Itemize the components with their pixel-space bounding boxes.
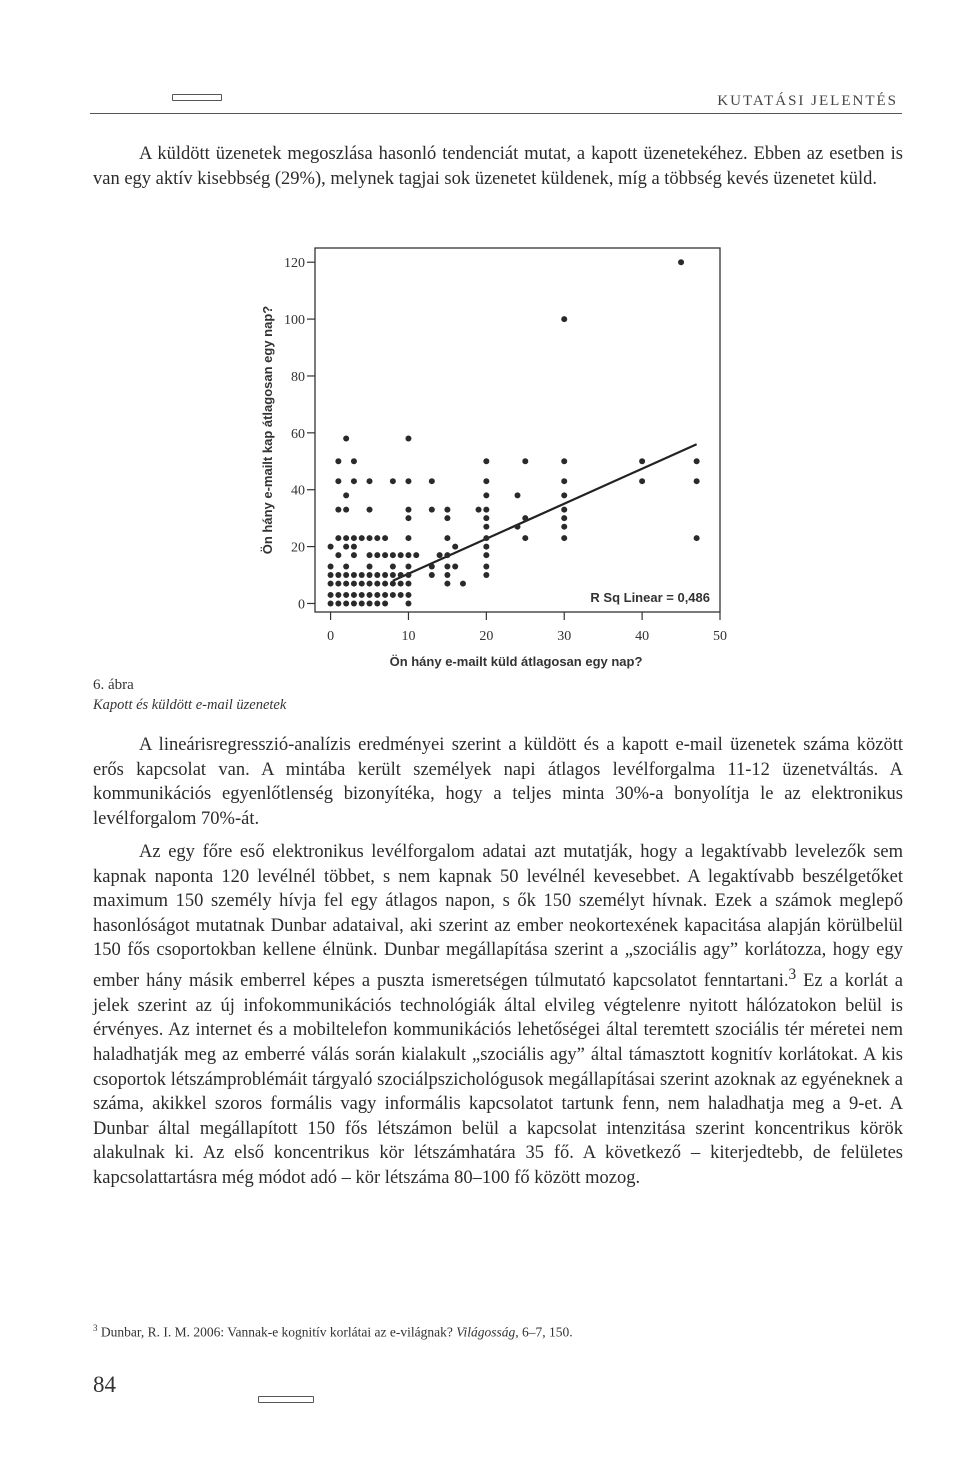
paragraph-intro: A küldött üzenetek megoszlása hasonló tendenciát mutat, a kapott üzenetekéhez. Ebben az esetben is van egy aktív kisebbség (29%), melynek tagjai sok üzenetet küldenek, míg a többség kevés üzenetet küld.	[93, 144, 903, 189]
data-point	[561, 492, 567, 498]
data-point	[367, 592, 373, 598]
data-point	[335, 478, 341, 484]
data-point	[405, 515, 411, 521]
data-point	[351, 535, 357, 541]
data-point	[483, 478, 489, 484]
footnote-mark: 3	[93, 1323, 98, 1333]
data-point	[444, 515, 450, 521]
data-point	[328, 564, 334, 570]
data-point	[460, 581, 466, 587]
y-tick-label: 20	[291, 540, 305, 556]
data-point	[367, 478, 373, 484]
data-point	[343, 507, 349, 513]
data-point	[359, 572, 365, 578]
r-squared-annotation: R Sq Linear = 0,486	[590, 590, 710, 605]
data-point	[351, 458, 357, 464]
data-point	[335, 552, 341, 558]
data-point	[444, 581, 450, 587]
data-point	[429, 564, 435, 570]
data-point	[328, 572, 334, 578]
data-point	[639, 478, 645, 484]
figure-number: 6. ábra	[93, 677, 134, 693]
data-point	[398, 572, 404, 578]
data-point	[359, 592, 365, 598]
data-point	[374, 581, 380, 587]
page-number: 84	[93, 1372, 116, 1397]
x-tick-label: 20	[479, 629, 494, 644]
data-point	[561, 524, 567, 530]
data-point	[561, 316, 567, 322]
data-point	[483, 458, 489, 464]
data-point	[694, 458, 700, 464]
scatter-chart	[0, 0, 960, 720]
data-point	[351, 572, 357, 578]
data-point	[351, 544, 357, 550]
data-point	[405, 507, 411, 513]
data-point	[367, 552, 373, 558]
data-point	[429, 507, 435, 513]
y-tick-label: 40	[291, 483, 305, 499]
data-point	[483, 552, 489, 558]
data-point	[367, 564, 373, 570]
data-point	[452, 564, 458, 570]
y-tick-label: 120	[284, 256, 305, 272]
data-point	[390, 592, 396, 598]
footer-ornament	[258, 1396, 314, 1403]
data-point	[483, 535, 489, 541]
data-point	[522, 458, 528, 464]
data-point	[483, 544, 489, 550]
data-point	[367, 600, 373, 606]
data-point	[515, 492, 521, 498]
data-point	[678, 259, 684, 265]
data-point	[429, 478, 435, 484]
data-point	[374, 592, 380, 598]
y-tick-label: 60	[291, 426, 305, 442]
y-tick-label: 100	[284, 313, 305, 329]
data-point	[328, 581, 334, 587]
x-tick-label: 30	[557, 629, 572, 644]
data-point	[390, 581, 396, 587]
data-point	[351, 592, 357, 598]
footnote-reference: 3	[788, 965, 797, 983]
x-tick-label: 10	[401, 629, 416, 644]
data-point	[367, 535, 373, 541]
data-point	[328, 592, 334, 598]
data-point	[429, 572, 435, 578]
data-point	[694, 478, 700, 484]
data-point	[405, 564, 411, 570]
data-point	[367, 581, 373, 587]
data-point	[694, 535, 700, 541]
data-point	[398, 552, 404, 558]
data-point	[382, 572, 388, 578]
data-point	[382, 552, 388, 558]
data-point	[335, 600, 341, 606]
data-point	[343, 436, 349, 442]
data-point	[476, 507, 482, 513]
data-point	[382, 592, 388, 598]
data-point	[367, 572, 373, 578]
data-point	[335, 535, 341, 541]
data-point	[359, 581, 365, 587]
footnote	[93, 1323, 573, 1341]
footnote-pages: 6–7, 150.	[518, 1324, 573, 1340]
data-point	[351, 581, 357, 587]
paragraph-dunbar-part2: Ez a korlát a jelek szerint az új infokommunikációs technológiák által elvileg végtelenre nyitott hálózatokon belül is érvényes. Az internet és a mobiltelefon kommunikációs lehetőségei által teremtett szociális tér méretei nem haladhatják meg az emberré válás során kialakult „szociális agy” által támasztott kognitív korlátokat. A kis csoportok létszámproblémáit tárgyaló szociálpszichológusok megállapításai szerint azoknak az egyéneknek a száma, akikkel szoros formális vagy informális kapcsolatot tartunk fenn, nem haladhatja meg a 9-et. A Dunbar által megállapított 150 fős létszámon belül a kapcsolat intenzitása szerint koncentrikus körök alakulnak ki. Az első koncentrikus kör létszámhatára 35 fő. A következő – kiterjedtebb, de felületes kapcsolattartásra még módot adó – kör létszáma 80–100 fő között mozog.	[93, 971, 903, 1188]
data-point	[343, 544, 349, 550]
data-point	[390, 572, 396, 578]
x-tick-label: 40	[635, 629, 650, 644]
data-point	[359, 600, 365, 606]
data-point	[343, 572, 349, 578]
data-point	[405, 581, 411, 587]
data-point	[359, 535, 365, 541]
data-point	[343, 581, 349, 587]
data-point	[367, 507, 373, 513]
data-point	[561, 478, 567, 484]
data-point	[452, 544, 458, 550]
data-point	[398, 592, 404, 598]
data-point	[343, 592, 349, 598]
data-point	[335, 572, 341, 578]
data-point	[343, 600, 349, 606]
data-point	[437, 552, 443, 558]
data-point	[444, 564, 450, 570]
x-tick-label: 50	[713, 629, 727, 644]
data-point	[390, 552, 396, 558]
data-point	[390, 564, 396, 570]
y-tick-label: 0	[298, 597, 305, 613]
y-tick-label: 80	[291, 369, 305, 385]
data-point	[483, 492, 489, 498]
data-point	[351, 600, 357, 606]
data-point	[405, 600, 411, 606]
data-point	[483, 572, 489, 578]
data-point	[374, 552, 380, 558]
data-point	[561, 515, 567, 521]
data-point	[343, 564, 349, 570]
data-point	[335, 458, 341, 464]
data-point	[444, 535, 450, 541]
data-point	[351, 478, 357, 484]
data-point	[343, 535, 349, 541]
data-point	[444, 507, 450, 513]
data-point	[374, 535, 380, 541]
data-point	[335, 507, 341, 513]
data-point	[444, 572, 450, 578]
data-point	[405, 572, 411, 578]
data-point	[328, 544, 334, 550]
data-point	[522, 535, 528, 541]
data-point	[413, 552, 419, 558]
paragraph-dunbar-part1: Az egy főre eső elektronikus levélforgalom adatai azt mutatják, hogy a legaktívabb levelezők sem kapnak naponta 120 levélnél többet, s nem kapnak 50 levélnél kevesebbet. A legaktívabb beszélgetőket maximum 150 személy hívja fel egy átlagos napon, s ők 150 személyt hívnak. Ezek a számok meglepő hasonlóságot mutatnak Dunbar adataival, aki szerint az ember neokortexének kapacitása alapján körülbelül 150 fős csoportokban kellene élnünk. Dunbar megállapítása szerint a „szociális agy” korlátozza, hogy egy ember hány másik emberrel képes a puszta ismeretségen túlmutató kapcsolatot fenntartani.	[93, 842, 903, 992]
data-point	[405, 592, 411, 598]
data-point	[335, 592, 341, 598]
data-point	[335, 581, 341, 587]
footnote-text: Dunbar, R. I. M. 2006: Vannak-e kognitív korlátai az e-világnak?	[97, 1324, 457, 1340]
data-point	[483, 564, 489, 570]
data-point	[405, 478, 411, 484]
figure-caption: Kapott és küldött e-mail üzenetek	[93, 697, 287, 713]
data-point	[483, 524, 489, 530]
data-point	[561, 507, 567, 513]
data-point	[483, 507, 489, 513]
x-tick-label: 0	[327, 629, 335, 644]
data-point	[522, 515, 528, 521]
paragraph-regression: A lineárisregresszió-analízis eredményei szerint a küldött és a kapott e-mail üzenetek száma között erős kapcsolat van. A mintába került személyek napi átlagos levélforgalma 11-12 üzenetváltás. A kommunikációs egyenlőtlenség bizonyítéka, hogy a teljes minta 30%-a bonyolítja le az elektronikus levélforgalom 70%-át.	[93, 735, 903, 829]
data-point	[382, 581, 388, 587]
data-point	[398, 581, 404, 587]
data-point	[374, 572, 380, 578]
data-point	[561, 458, 567, 464]
paragraph-dunbar	[93, 840, 903, 1190]
footnote-journal: Világosság,	[456, 1324, 519, 1340]
data-point	[639, 458, 645, 464]
data-point	[405, 436, 411, 442]
running-title: KUTATÁSI JELENTÉS	[717, 93, 898, 109]
data-point	[382, 600, 388, 606]
data-point	[444, 552, 450, 558]
data-point	[374, 600, 380, 606]
x-axis-label: Ön hány e-mailt küld átlagosan egy nap?	[389, 654, 643, 669]
data-point	[351, 552, 357, 558]
data-point	[328, 600, 334, 606]
data-point	[561, 535, 567, 541]
regression-line	[393, 444, 697, 581]
data-point	[382, 535, 388, 541]
data-point	[405, 535, 411, 541]
data-point	[390, 478, 396, 484]
data-point	[483, 515, 489, 521]
y-axis-label: Ön hány e-mailt kap átlagosan egy nap?	[260, 305, 275, 555]
data-point	[515, 524, 521, 530]
data-point	[343, 492, 349, 498]
data-point	[405, 552, 411, 558]
